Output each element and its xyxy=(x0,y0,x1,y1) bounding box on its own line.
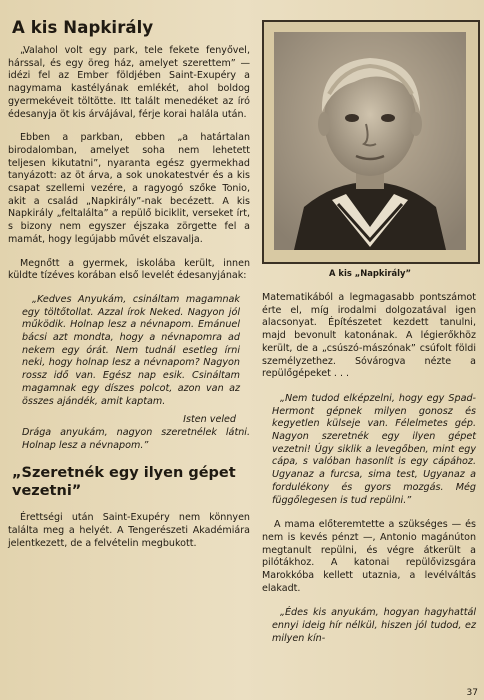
paragraph-2: Ebben a parkban, ebben „a határtalan birodalomban, amelyet soha nem lehetett teljesen kikutatni”, nyaranta egész gyermekhad tanyázott: az öt árva, a sok unokatestvér és a kis csapat szellemi vezére, a ragyogó szőke Tonio, akit a család „Napkirály”-nak becézett. A kis Napkirály „feltalálta” a repülő biciklit, verseket írt, s bizony nem egyszer éjszaka zörgette fel a mamát, hogy legújabb művét elszavalja. xyxy=(8,132,250,245)
paragraph-1: „Valahol volt egy park, tele fekete fenyővel, hárssal, és egy öreg ház, amelyet szerettem” — idézi fel az Ember földjében Saint-Exupéry a nagymama kastélyának emlékét, ahol boldog gyermekéveit töltötte. Itt talált menedéket az író édesanyja öt kis árvájával, férje korai halála után. xyxy=(8,45,250,120)
page-number: 37 xyxy=(466,688,478,698)
right-paragraph-1: Matematikából a legmagasabb pontszámot érte el, míg irodalmi dolgozatával igen alacsonyat. Építészetet kezdett tanulni, majd bevonult katonának. A légierőkhöz került, de a „csúszó-mászónak” csúfolt földi személyzethez. Sóvárogva nézte a repülőgépeket . . . xyxy=(262,292,476,380)
section-subtitle: „Szeretnék egy ilyen gépet vezetni” xyxy=(12,465,236,500)
paragraph-3: Megnőtt a gyermek, iskolába került, innen küldte tízéves korában első levelét édesanyjának: xyxy=(8,257,250,282)
letter-closing: Isten veled xyxy=(183,414,236,426)
right-paragraph-2: A mama előteremtette a szükséges — és nem is kevés pénzt —, Antonio magánúton megtanult repülni, és végre átkerült a pilótákhoz. A katonai repülővizsgára Marokkóba kellett utaznia, a levélváltás elakadt. xyxy=(262,519,476,594)
article-title: A kis Napkirály xyxy=(12,18,154,37)
letter-closing-2: Drága anyukám, nagyon szeretnélek látni. Holnap lesz a névnapom.” xyxy=(22,426,250,451)
right-column xyxy=(262,292,476,658)
letter-quote-1: „Kedves Anyukám, csináltam magamnak egy töltőtollat. Azzal írok Neked. Nagyon jól működik. Holnap lesz a névnapom. Emánuel bácsi azt mondta, hogy a névnapomra ad nekem egy órát. Nem tudnál esetleg írni neki, hogy holnap lesz a névnapom? Nagyon rossz idő van. Egész nap esik. Csináltam magamnak egy díszes polcot, azon van az összes ajándék, amit kaptam. xyxy=(22,293,240,407)
right-quote-2: „Édes kis anyukám, hogyan hagyhattál ennyi ideig hír nélkül, hiszen jól tudod, ez milyen kín- xyxy=(272,607,476,644)
left-column xyxy=(8,18,250,551)
right-quote-1: „Nem tudod elképzelni, hogy egy Spad-Hermont gépnek milyen gonosz és kegyetlen külseje van. Félelmetes gép. Nagyon szeretnék egy ilyen gépet vezetni! Úgy siklik a levegőben, mint egy cápa, s valóban hasonlít is egy cápához. Ugyanaz a furcsa, sima test, Ugyanaz a fordulékony és gyors mozgás. Még függőlegesen is tud repülni.” xyxy=(272,392,476,506)
portrait-photo xyxy=(262,20,480,264)
paragraph-4: Érettségi után Saint-Exupéry nem könnyen találta meg a helyét. A Tengerészeti Akadémiára jelentkezett, de a felvételin megbukott. xyxy=(8,512,250,549)
boy-portrait-image xyxy=(274,32,466,250)
photo-caption: A kis „Napkirály” xyxy=(329,268,411,278)
